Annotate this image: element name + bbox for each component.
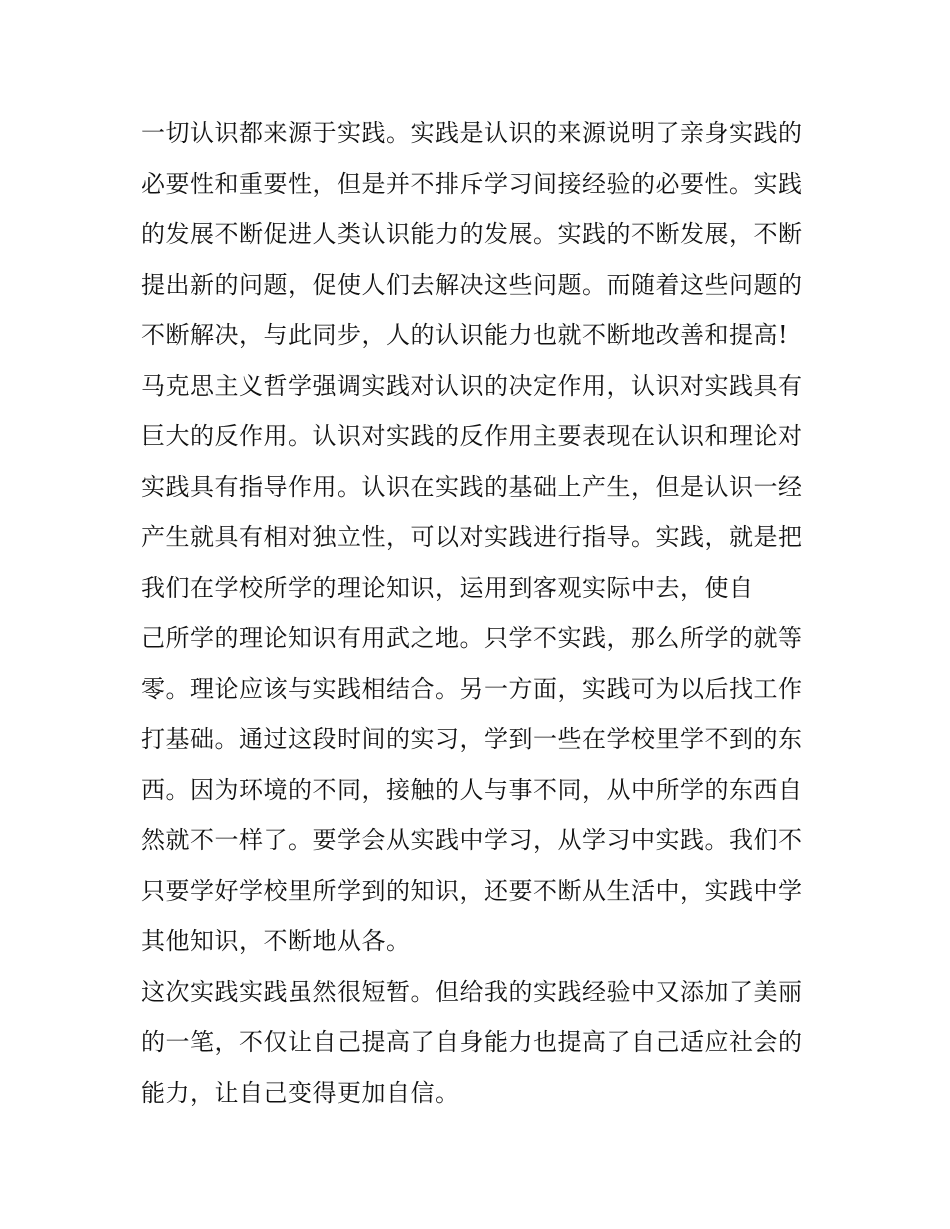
text-line: 零。理论应该与实践相结合。另一方面，实践可为以后找工作 [141,674,803,703]
text-line: 我们在学校所学的理论知识，运用到客观实际中去，使自 [141,573,754,602]
text-line: 不断解决，与此同步，人的认识能力也就不断地改善和提高! [141,321,789,349]
text-line: 巨大的反作用。认识对实践的反作用主要表现在认识和理论对 [141,422,803,450]
text-line: 提出新的问题，促使人们去解决这些问题。而随着这些问题的 [141,270,803,299]
text-line: 这次实践实践虽然很短暂。但给我的实践经验中又添加了美丽 [141,977,803,1006]
document-body [141,108,821,1118]
text-line: 己所学的理论知识有用武之地。只学不实践，那么所学的就等 [141,624,803,652]
text-line: 必要性和重要性，但是并不排斥学习间接经验的必要性。实践 [141,169,803,198]
text-line: 马克思主义哲学强调实践对认识的决定作用，认识对实践具有 [141,371,803,400]
text-line: 产生就具有相对独立性，可以对实践进行指导。实践，就是把 [141,523,803,551]
text-line: 只要学好学校里所学到的知识，还要不断从生活中，实践中学 [141,876,803,905]
text-line: 一切认识都来源于实践。实践是认识的来源说明了亲身实践的 [141,119,803,147]
text-line: 西。因为环境的不同，接触的人与事不同，从中所学的东西自 [141,775,803,804]
text-line: 然就不一样了。要学会从实践中学习，从学习中实践。我们不 [141,826,803,854]
text-line: 的发展不断促进人类认识能力的发展。实践的不断发展，不断 [141,220,803,248]
text-line: 打基础。通过这段时间的实习，学到一些在学校里学不到的东 [141,725,803,753]
text-line: 能力，让自己变得更加自信。 [141,1078,460,1107]
text-line: 实践具有指导作用。认识在实践的基础上产生，但是认识一经 [141,472,803,501]
text-line: 的一笔，不仅让自己提高了自身能力也提高了自己适应社会的 [141,1028,803,1056]
text-line: 其他知识，不断地从各。 [141,927,411,955]
